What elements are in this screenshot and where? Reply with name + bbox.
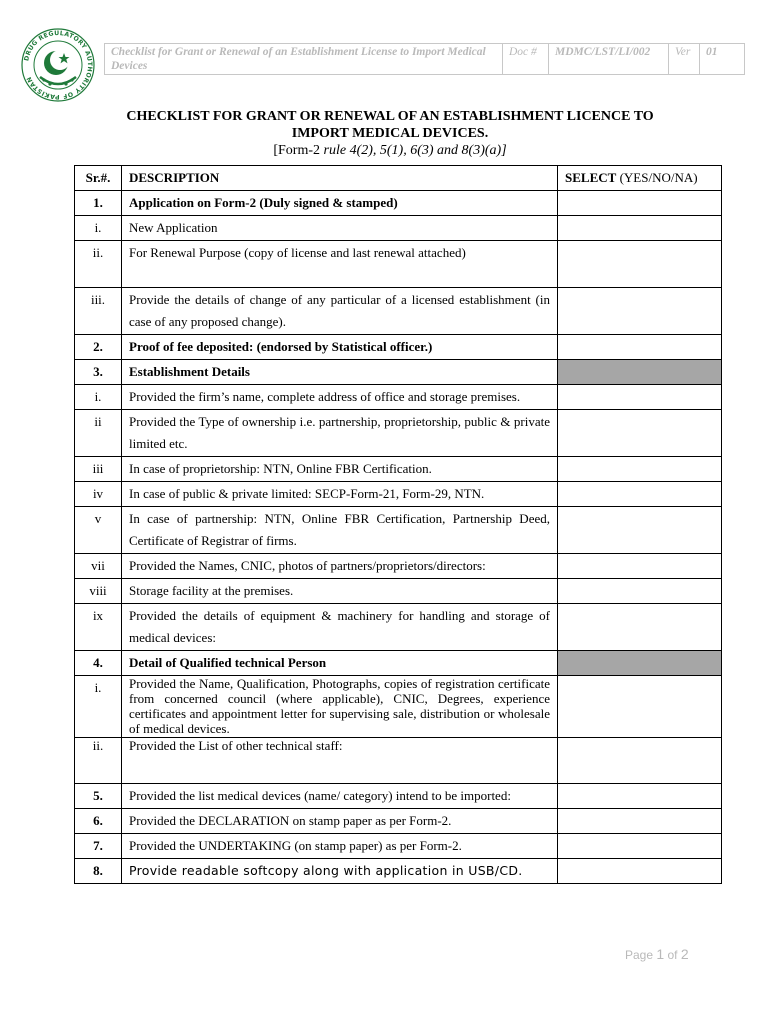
- table-row: [75, 241, 722, 288]
- row-description: Application on Form-2 (Duly signed & stamped): [122, 191, 558, 216]
- row-description: Provided the Type of ownership i.e. partnership, proprietorship, public & private limited etc.: [122, 410, 558, 457]
- row-select-cell[interactable]: [558, 579, 722, 604]
- row-description: Detail of Qualified technical Person: [122, 651, 558, 676]
- header-doc-title: Checklist for Grant or Renewal of an Establishment License to Import Medical Devices: [105, 44, 503, 75]
- row-sr: ii.: [75, 738, 122, 784]
- row-select-cell[interactable]: [558, 482, 722, 507]
- form-rules: rule 4(2), 5(1), 6(3) and 8(3)(a)]: [323, 143, 507, 158]
- header-doc-label: Doc #: [503, 44, 549, 75]
- table-row: [75, 216, 722, 241]
- row-sr: i.: [75, 216, 122, 241]
- col-header-select-options: (YES/NO/NA): [616, 170, 698, 185]
- form-rule-reference: [60, 142, 720, 159]
- table-row: [75, 457, 722, 482]
- row-select-cell[interactable]: [558, 216, 722, 241]
- row-select-cell[interactable]: [558, 676, 722, 738]
- table-header-row: [75, 166, 722, 191]
- col-header-select: [558, 166, 722, 191]
- document-header-table: [104, 43, 745, 75]
- row-sr: 3.: [75, 360, 122, 385]
- row-description: Provided the list medical devices (name/ category) intend to be imported:: [122, 784, 558, 809]
- row-select-cell-shaded: [558, 651, 722, 676]
- row-sr: iv: [75, 482, 122, 507]
- row-sr: 1.: [75, 191, 122, 216]
- row-sr: ii: [75, 410, 122, 457]
- title-line-1: CHECKLIST FOR GRANT OR RENEWAL OF AN ESTABLISHMENT LICENCE TO: [126, 109, 654, 124]
- table-row: [75, 410, 722, 457]
- row-sr: ix: [75, 604, 122, 651]
- row-sr: 2.: [75, 335, 122, 360]
- header-doc-number: MDMC/LST/LI/002: [549, 44, 669, 75]
- row-sr: vii: [75, 554, 122, 579]
- row-description: New Application: [122, 216, 558, 241]
- row-description: For Renewal Purpose (copy of license and last renewal attached): [122, 241, 558, 288]
- table-row: [75, 859, 722, 884]
- row-select-cell[interactable]: [558, 410, 722, 457]
- row-sr: 4.: [75, 651, 122, 676]
- row-sr: 7.: [75, 834, 122, 859]
- row-sr: viii: [75, 579, 122, 604]
- col-header-sr: Sr.#.: [75, 166, 122, 191]
- form-prefix: [Form-2: [273, 143, 324, 158]
- row-description: Provided the firm’s name, complete address of office and storage premises.: [122, 385, 558, 410]
- page-total: 2: [680, 946, 689, 962]
- row-description: In case of partnership: NTN, Online FBR Certification, Partnership Deed, Certificate of Registrar of firms.: [122, 507, 558, 554]
- row-select-cell[interactable]: [558, 554, 722, 579]
- table-row: [75, 604, 722, 651]
- row-sr: i.: [75, 676, 122, 738]
- row-select-cell-shaded: [558, 360, 722, 385]
- table-row: [75, 579, 722, 604]
- table-row: [75, 482, 722, 507]
- of-word: of: [664, 948, 681, 962]
- row-select-cell[interactable]: [558, 288, 722, 335]
- row-description: Provided the DECLARATION on stamp paper as per Form-2.: [122, 809, 558, 834]
- row-select-cell[interactable]: [558, 809, 722, 834]
- checklist-table: [74, 165, 722, 884]
- row-select-cell[interactable]: [558, 507, 722, 554]
- row-description: Storage facility at the premises.: [122, 579, 558, 604]
- dra-logo: [20, 27, 96, 103]
- page-number: [625, 946, 689, 962]
- row-sr: 8.: [75, 859, 122, 884]
- row-sr: ii.: [75, 241, 122, 288]
- table-row: [75, 834, 722, 859]
- row-select-cell[interactable]: [558, 738, 722, 784]
- row-sr: iii.: [75, 288, 122, 335]
- row-select-cell[interactable]: [558, 457, 722, 482]
- page-word: Page: [625, 948, 657, 962]
- row-description: Establishment Details: [122, 360, 558, 385]
- header-ver-number: 01: [700, 44, 745, 75]
- row-select-cell[interactable]: [558, 604, 722, 651]
- row-select-cell[interactable]: [558, 191, 722, 216]
- table-row: [75, 360, 722, 385]
- row-description: Provided the details of equipment & machinery for handling and storage of medical devices:: [122, 604, 558, 651]
- page-title: [60, 108, 720, 142]
- table-row: [75, 288, 722, 335]
- row-sr: 5.: [75, 784, 122, 809]
- row-select-cell[interactable]: [558, 784, 722, 809]
- col-header-description: DESCRIPTION: [122, 166, 558, 191]
- row-sr: 6.: [75, 809, 122, 834]
- row-description: Provide readable softcopy along with application in USB/CD.: [122, 859, 558, 884]
- table-row: [75, 191, 722, 216]
- row-select-cell[interactable]: [558, 834, 722, 859]
- row-description: Provided the Names, CNIC, photos of partners/proprietors/directors:: [122, 554, 558, 579]
- svg-text:DRUG REGULATORY AUTHORITY OF P: DRUG REGULATORY AUTHORITY OF PAKISTAN: [23, 29, 94, 101]
- table-row: [75, 738, 722, 784]
- title-line-2: IMPORT MEDICAL DEVICES.: [291, 126, 489, 141]
- table-row: [75, 507, 722, 554]
- row-sr: i.: [75, 385, 122, 410]
- col-header-select-bold: SELECT: [565, 170, 617, 185]
- table-row: [75, 651, 722, 676]
- row-description: Provided the UNDERTAKING (on stamp paper) as per Form-2.: [122, 834, 558, 859]
- table-row: [75, 676, 722, 738]
- row-description: Provided the List of other technical staff:: [122, 738, 558, 784]
- row-description: Proof of fee deposited: (endorsed by Statistical officer.): [122, 335, 558, 360]
- row-description: In case of public & private limited: SECP-Form-21, Form-29, NTN.: [122, 482, 558, 507]
- table-row: [75, 385, 722, 410]
- page-current: 1: [656, 946, 665, 962]
- table-row: [75, 554, 722, 579]
- row-sr: v: [75, 507, 122, 554]
- row-description: Provide the details of change of any particular of a licensed establishment (in case of any proposed change).: [122, 288, 558, 335]
- row-select-cell[interactable]: [558, 335, 722, 360]
- table-row: [75, 335, 722, 360]
- row-select-cell[interactable]: [558, 859, 722, 884]
- row-description: In case of proprietorship: NTN, Online FBR Certification.: [122, 457, 558, 482]
- header-ver-label: Ver: [669, 44, 700, 75]
- row-select-cell[interactable]: [558, 385, 722, 410]
- table-row: [75, 809, 722, 834]
- row-select-cell[interactable]: [558, 241, 722, 288]
- row-sr: iii: [75, 457, 122, 482]
- row-description: Provided the Name, Qualification, Photographs, copies of registration certificate from concerned council (where applicable), CNIC, Degrees, experience certificates and appointment letter for supervising sale, distribution or wholesale of medical devices.: [122, 676, 558, 738]
- table-row: [75, 784, 722, 809]
